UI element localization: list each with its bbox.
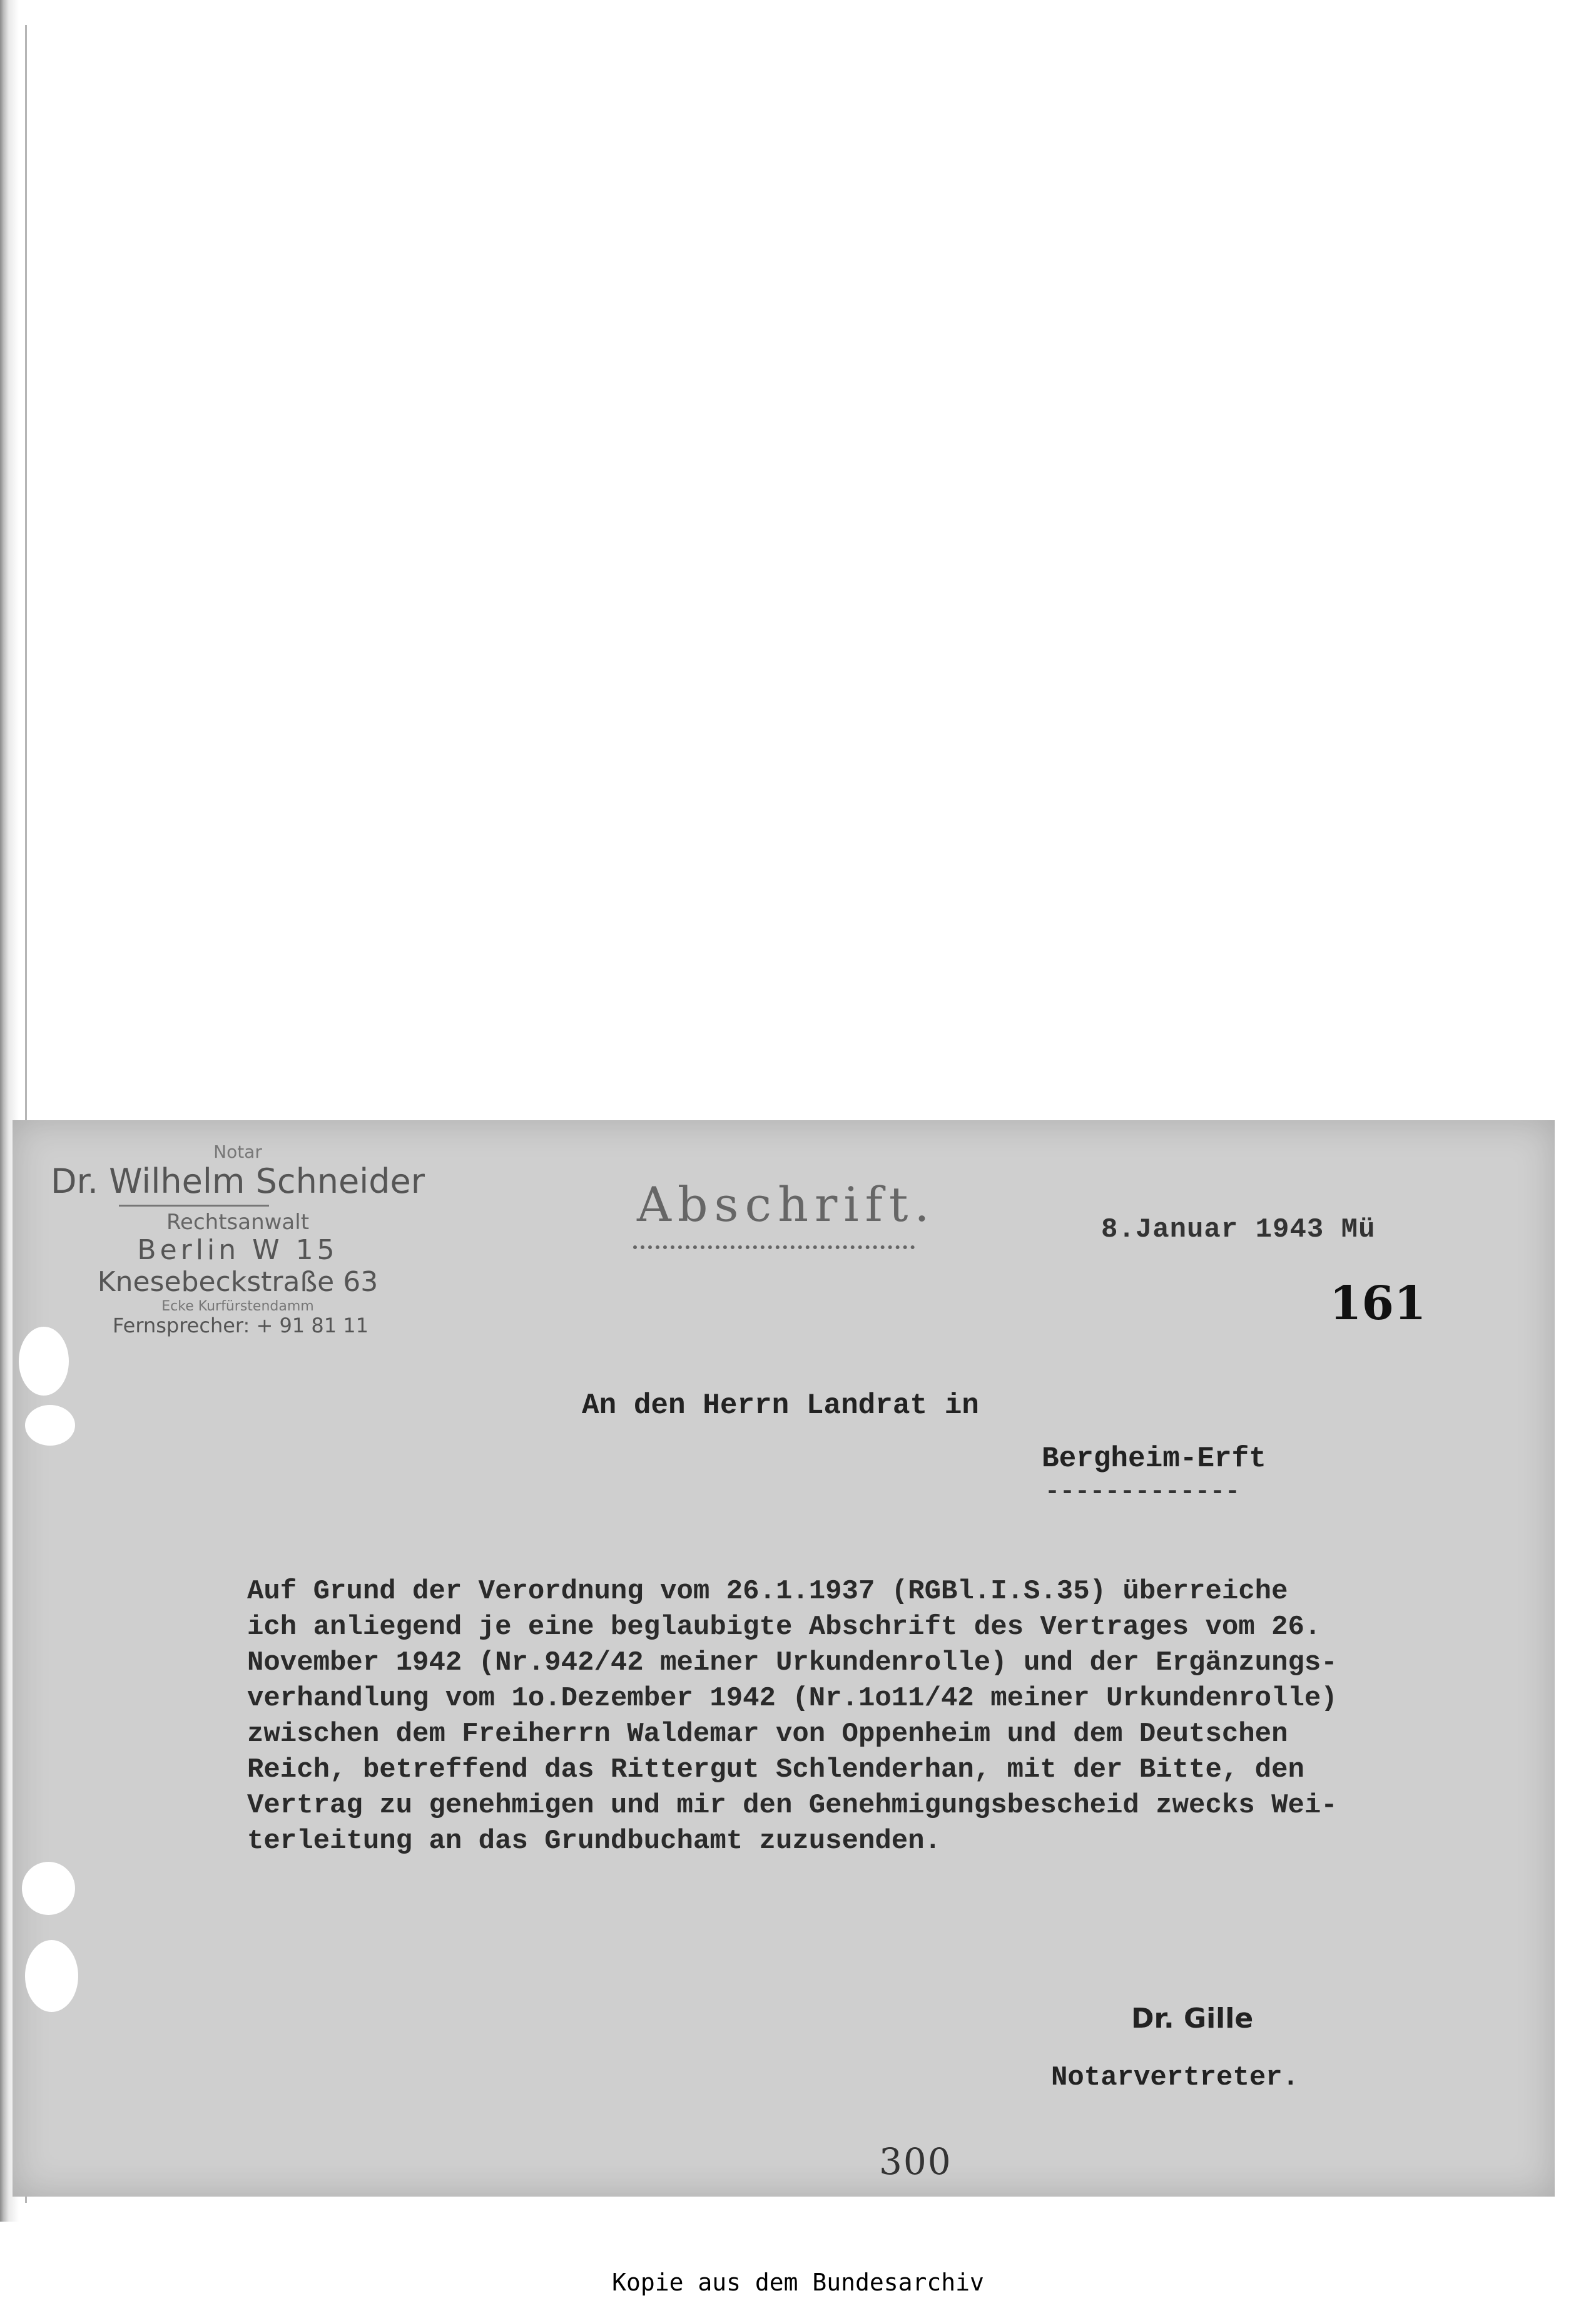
letter-body [247, 1574, 1517, 1859]
body-line: Reich, betreffend das Rittergut Schlenderhan, mit der Bitte, den [247, 1754, 1304, 1785]
letter-date: 8.Januar 1943 Mü [1101, 1214, 1376, 1245]
stamp-corner: Ecke Kurfürstendamm [161, 1298, 314, 1314]
page-number: 300 [879, 2140, 952, 2183]
punch-hole [25, 1940, 78, 2012]
stamp-street: Knesebeckstraße 63 [97, 1265, 379, 1298]
body-line: Auf Grund der Verordnung vom 26.1.1937 (RGBl.I.S.35) überreiche [247, 1576, 1288, 1607]
stamp-title: Rechtsanwalt [166, 1210, 310, 1235]
signature-role: Notarvertreter. [1051, 2062, 1299, 2093]
stamp-phone: Fernsprecher: + 91 81 11 [113, 1313, 369, 1337]
archive-footer: Kopie aus dem Bundesarchiv [612, 2269, 984, 2296]
stamp-rule [119, 1205, 269, 1207]
address-line-1: An den Herrn Landrat in [582, 1389, 979, 1422]
document-title: Abschrift. [637, 1177, 936, 1232]
body-line: verhandlung vom 1o.Dezember 1942 (Nr.1o11/42 meiner Urkundenrolle) [247, 1683, 1338, 1714]
punch-hole [22, 1862, 75, 1915]
signature-name: Dr. Gille [1131, 2003, 1254, 2035]
punch-hole [25, 1405, 75, 1446]
stamp-city: Berlin W 15 [137, 1234, 338, 1267]
body-line: zwischen dem Freiherrn Waldemar von Oppenheim und dem Deutschen [247, 1718, 1288, 1750]
body-line: ich anliegend je eine beglaubigte Abschrift des Vertrages vom 26. [247, 1611, 1321, 1643]
notary-stamp [44, 1142, 432, 1337]
reference-number: 161 [1329, 1277, 1426, 1330]
stamp-notar: Notar [213, 1141, 262, 1162]
body-line: November 1942 (Nr.942/42 meiner Urkundenrolle) und der Ergänzungs- [247, 1647, 1338, 1678]
address-underline: ------------- [1045, 1478, 1241, 1506]
stamp-name: Dr. Wilhelm Schneider [51, 1162, 425, 1202]
body-line: Vertrag zu genehmigen und mir den Genehmigungsbescheid zwecks Wei- [247, 1790, 1338, 1821]
address-line-2: Bergheim-Erft [1042, 1442, 1266, 1475]
body-line: terleitung an das Grundbuchamt zuzusenden. [247, 1825, 941, 1857]
title-underline [633, 1245, 915, 1249]
